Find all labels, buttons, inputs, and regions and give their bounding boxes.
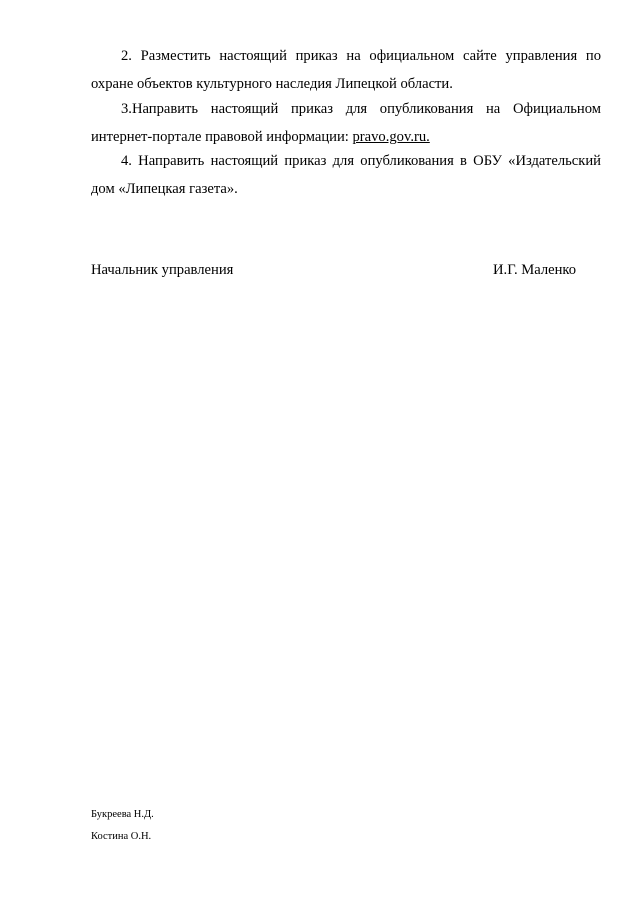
pravo-gov-link[interactable]: pravo.gov.ru. [352, 129, 430, 145]
signatory-position: Начальник управления [91, 262, 234, 278]
paragraph-item-4 [91, 147, 601, 203]
paragraph-item-3 [91, 95, 601, 151]
paragraph-line: 3.Направить настоящий приказ для опубликования на Официальном [121, 101, 601, 117]
paragraph-line: охране объектов культурного наследия Липецкой области. [91, 76, 453, 92]
paragraph-line-text: интернет-портале правовой информации: [91, 129, 353, 145]
paragraph-line: 4. Направить настоящий приказ для опубликования в ОБУ «Издательский [121, 153, 601, 169]
executor-name: Костина О.Н. [91, 831, 152, 842]
signatory-name: И.Г. Маленко [493, 262, 577, 278]
paragraph-line: дом «Липецкая газета». [91, 181, 238, 197]
paragraph-line: 2. Разместить настоящий приказ на официальном сайте управления по [121, 48, 601, 64]
executor-name: Букреева Н.Д. [91, 809, 154, 820]
paragraph-item-2 [91, 42, 601, 98]
